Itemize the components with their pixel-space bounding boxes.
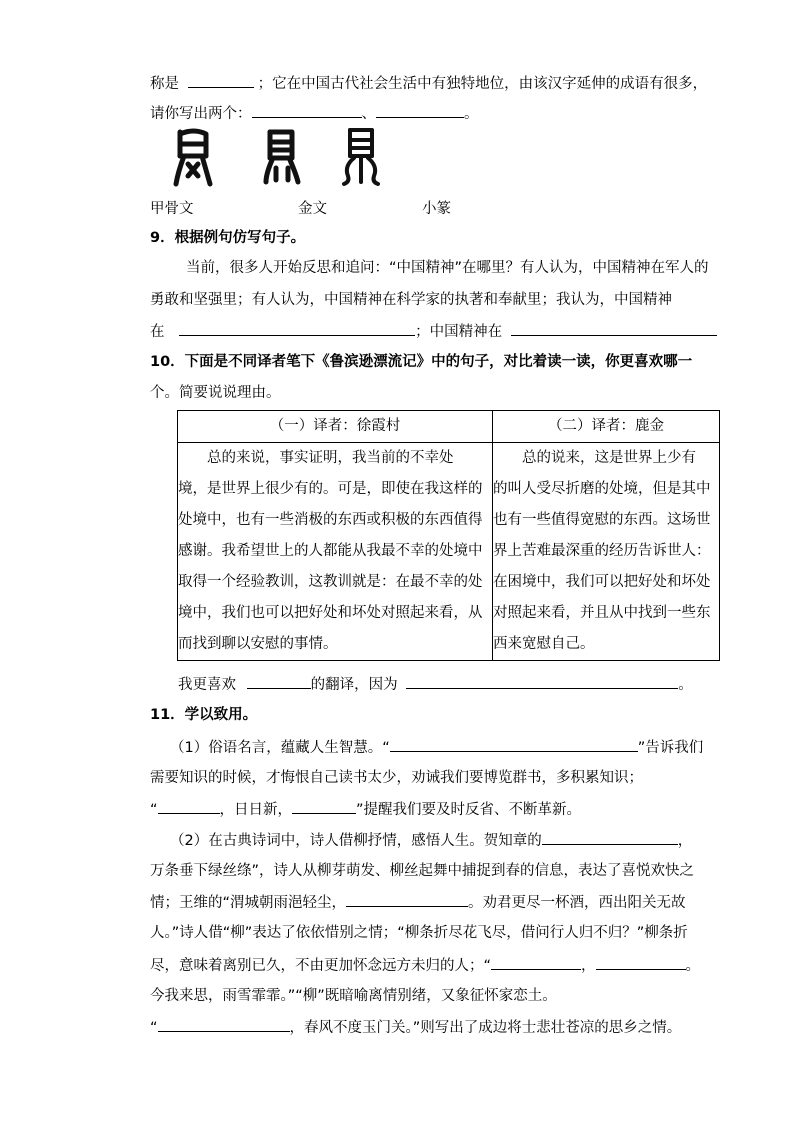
right-text-line: 对照起来看，并且从中找到一些东 [493,605,711,621]
q11-p2-line-3 [150,892,686,913]
q11-p2-text: 情；王维的“渭城朝雨浥轻尘， [150,895,347,911]
answer-blank[interactable] [511,321,717,336]
left-text-line: 而找到聊以安慰的事情。 [178,636,338,652]
q11-p2-text: “ [150,1020,158,1036]
answer-blank[interactable] [158,799,220,814]
left-text-line: 处境中，也有一些消极的东西或积极的东西值得 [178,512,483,528]
q10-answer-line [178,674,693,695]
q10-answer-b: 的翻译，因为 [310,677,398,693]
table-header-row [178,411,720,443]
table-row [178,443,720,661]
answer-blank[interactable] [292,799,356,814]
q9-line-1: 当前，很多人开始反思和追问：“中国精神”在哪里？有人认为，中国精神在军人的 [186,260,709,276]
q11-p2-text: ，春风不度玉门关。”则写出了成边将士悲壮苍凉的思乡之情。 [289,1020,682,1036]
right-text-line: 的叫人受尽折磨的处境，但是其中 [493,481,711,497]
q8-line2-sep: 、 [361,106,376,122]
q8-line-2 [150,103,479,124]
answer-blank[interactable] [252,103,362,118]
q11-p2-line-5 [150,955,700,976]
answer-blank[interactable] [346,892,468,907]
answer-blank[interactable] [596,955,686,970]
q10-title-text: 10．下面是不同译者笔下《鲁滨逊漂流记》中的句子，对比着读一读，你更喜欢哪一 [150,354,693,370]
q11-title: 11．学以致用。 [150,707,258,723]
q9-line-3 [150,321,717,342]
left-text-line: 总的来说，事实证明，我当前的不幸处 [178,450,454,466]
q11-p2-text: 尽，意味着离别已久，不由更加怀念远方未归的人；“ [150,958,492,974]
q11-p2-text: ， [581,958,596,974]
small-seal-ding-icon [340,126,382,188]
q11-p2-text: ， [677,833,693,849]
right-text-line: 总的说来，这是世界上少有 [493,450,696,466]
q11-p2-line-7 [150,1017,681,1038]
q10-answer-end: 。 [678,677,693,693]
table-cell-left [178,443,493,661]
answer-blank[interactable] [491,955,581,970]
answer-blank[interactable] [179,321,415,336]
answer-blank[interactable] [188,73,254,88]
q11-p1-text: ”提醒我们要及时反省、不断革新。 [356,802,582,818]
table-header-right: （二）译者：鹿金 [493,411,720,443]
glyph-label-oracle: 甲骨文 [150,201,194,217]
q10-answer-a: 我更喜欢 [178,677,236,693]
q11-p1-line-1 [170,737,703,758]
q11-p1-line-2: 需要知识的时候，才悔恨自己读书太少，劝诫我们要博览群书，多积累知识； [150,770,643,786]
q9-line3-b: ；中国精神在 [415,324,503,340]
q11-p2-text: 。劝君更尽一杯酒，西出阳关无故 [468,895,686,911]
oracle-bone-ding-icon [172,126,214,190]
right-text-line: 西来宽慰自己。 [493,636,595,652]
q8-line1-prefix: 称是 [150,76,179,92]
answer-blank[interactable] [158,1017,290,1032]
glyph-label-bronze: 金文 [298,201,327,217]
q10-title-line-2: 个。简要说说理由。 [150,385,281,401]
q9-line3-a: 在 [150,324,165,340]
answer-blank[interactable] [406,674,678,689]
q10-title-line-1 [150,352,692,372]
table-header-left: （一）译者：徐霞村 [178,411,493,443]
q11-p1-line-3 [150,799,581,820]
q11-p1-text: “ [150,802,158,818]
bronze-inscription-ding-icon [262,128,302,188]
right-text-line: 界上苦难最深重的经历告诉世人： [493,543,711,559]
left-text-line: 境中，我们也可以把好处和坏处对照起来看，从 [178,605,483,621]
left-text-line: 境，是世界上很少有的。可是，即使在我这样的 [178,481,483,497]
q8-line1-suffix: ；它在中国古代社会生活中有独特地位，由该汉字延伸的成语有很多， [257,76,708,92]
answer-blank[interactable] [247,674,311,689]
left-text-line: 取得一个经验教训，这教训就是：在最不幸的处 [178,574,483,590]
q9-title: 9．根据例句仿写句子。 [150,230,306,246]
q8-line-1 [150,73,707,94]
q8-line2-prefix: 请你写出两个： [150,106,252,122]
q11-p1-text: ，日日新， [219,802,293,818]
answer-blank[interactable] [542,830,678,845]
right-text-line: 也有一些值得宽慰的东西。这场世 [493,512,711,528]
q11-p2-line-2: 万条垂下绿丝绦”，诗人从柳芽萌发、柳丝起舞中捕捉到春的信息，表达了喜悦欢快之 [150,863,695,879]
q8-line2-end: 。 [464,106,479,122]
left-text-line: 感谢。我希望世上的人都能从我最不幸的处境中 [178,543,483,559]
q11-p1-text: （1）俗语名言，蕴藏人生智慧。“ [170,740,390,756]
q11-p2-text: 。 [685,958,701,974]
translation-comparison-table [177,410,720,661]
right-text-line: 在困境中，我们可以把好处和坏处 [493,574,711,590]
q11-p1-text: ”告诉我们 [637,740,704,756]
q11-p2-line-1 [170,830,692,851]
answer-blank[interactable] [390,737,638,752]
q11-p2-line-4: 人。”诗人借“柳”表达了依依惜别之情；“柳条折尽花飞尽，借问行人归不归？”柳条折 [150,925,688,941]
q9-line-2: 勇敢和坚强里；有人认为，中国精神在科学家的执著和奉献里；我认为，中国精神 [150,292,672,308]
table-cell-right [493,443,720,661]
q11-p2-text: （2）在古典诗词中，诗人借柳抒情，感悟人生。贺知章的 [170,833,542,849]
glyph-label-seal: 小篆 [422,201,451,217]
answer-blank[interactable] [376,103,464,118]
q11-p2-line-6: 今我来思，雨雪霏霏。”“柳”既暗喻离情别绪，又象征怀家恋土。 [150,988,557,1004]
